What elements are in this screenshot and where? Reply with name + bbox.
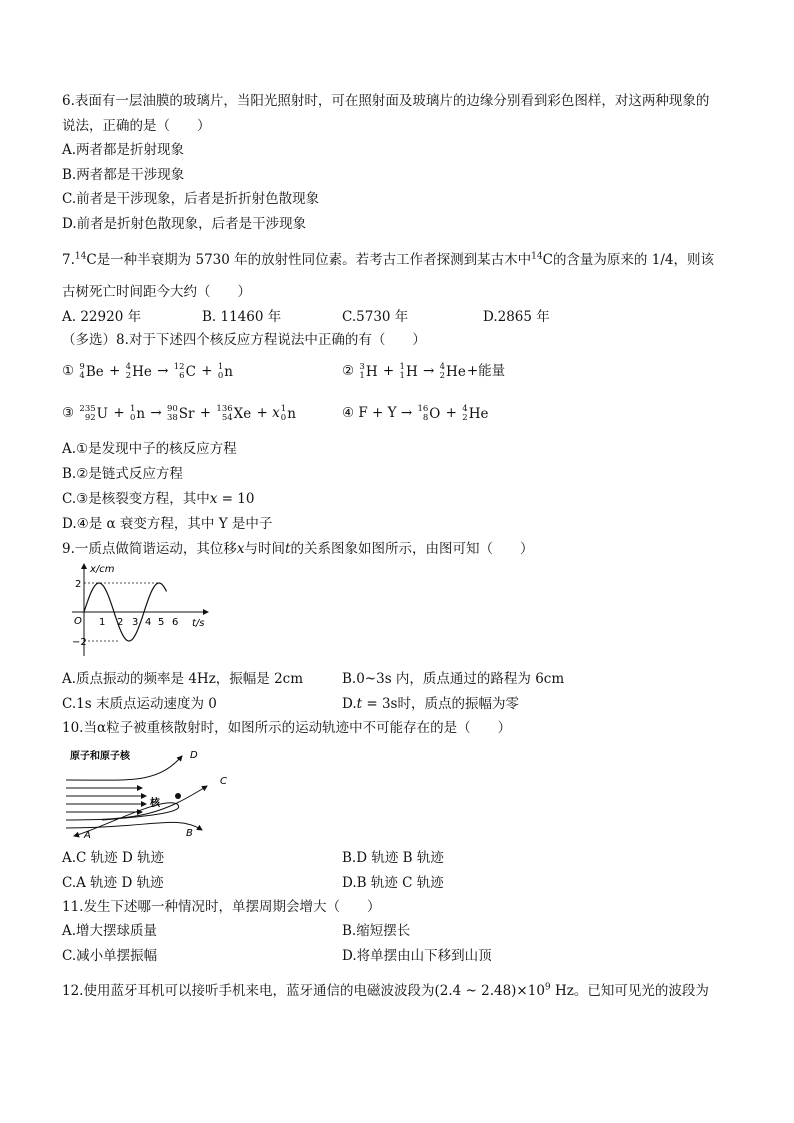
q8-option-c: C.③是核裂变方程，其中x = 10 — [62, 491, 255, 507]
q10-option-a: A.C 轨迹 D 轨迹 — [62, 850, 165, 866]
q7-element-2: C — [542, 252, 553, 268]
q7-stem-line2: 古树死亡时间距今大约（ ） — [62, 284, 251, 300]
q9-displacement-graph — [66, 560, 216, 660]
q8-r4-marker: ④ — [342, 405, 355, 421]
q9-option-a: A.质点振动的频率是 4Hz，振幅是 2cm — [62, 671, 304, 687]
q10-nucleus-dot — [175, 793, 181, 799]
q6-option-b: B.两者都是干涉现象 — [62, 167, 185, 183]
q6-option-c: C.前者是干涉现象，后者是折折射色散现象 — [62, 191, 320, 207]
q11-option-b: B.缩短摆长 — [342, 923, 411, 939]
q8-reaction-1: ① 9 4 Be + 4 2 He → 12 6 C + 1 0 n — [62, 361, 233, 381]
q7-element: C — [86, 252, 97, 268]
q10-label-c: C — [220, 776, 227, 787]
q9-ytick-pos: 2 — [75, 579, 82, 590]
q7-number: 7. — [62, 252, 75, 268]
q9-origin: O — [74, 616, 82, 627]
q9-xtick-6: 6 — [172, 617, 179, 628]
q7-stem-part-b: 的含量为原来的 1/4，则该 — [552, 252, 714, 268]
q12-stem: 12.使用蓝牙耳机可以接听手机来电，蓝牙通信的电磁波波段为(2.4 ~ $2.48)\times 10^9$ Hz。已知可见光的波段为 — [62, 982, 709, 999]
q6-stem-line1: 6.表面有一层油膜的玻璃片，当阳光照射时，可在照射面及玻璃片的边缘分别看到彩色图样，对这两种现象的 — [62, 93, 710, 109]
q6-option-a: A.两者都是折射现象 — [62, 142, 185, 158]
q11-option-c: C.减小单摆振幅 — [62, 948, 158, 964]
q9-xtick-1: 1 — [99, 617, 106, 628]
q12-frequency-range: (2.4 ~ 2.48)×10 — [434, 983, 545, 999]
q8-reaction-2: ② 3 1 H + 1 1 H → 4 2 He +能量 — [342, 361, 506, 381]
q9-xtick-4: 4 — [145, 617, 152, 628]
q9-option-c: C.1s 末质点运动速度为 0 — [62, 696, 217, 712]
q10-scattering-figure — [62, 744, 242, 844]
q11-option-d: D.将单摆由山下移到山顶 — [342, 948, 492, 964]
q9-xlabel: t/s — [192, 618, 205, 629]
q8-reaction-4: ④ F + Y → 16 8 O + 4 2 He — [342, 403, 489, 423]
q8-r1-marker: ① — [62, 363, 75, 379]
q10-label-d: D — [190, 750, 198, 761]
q10-label-a: A — [84, 830, 91, 841]
q7-option-d: D.2865 年 — [483, 309, 550, 325]
q11-stem: 11.发生下述哪一种情况时，单摆周期会增大（ ） — [62, 899, 381, 915]
q9-xtick-3: 3 — [132, 617, 139, 628]
q12-exponent: 9 — [544, 982, 551, 993]
q9-ylabel: x/cm — [90, 564, 115, 575]
q10-label-b: B — [186, 828, 193, 839]
q8-r3-marker: ③ — [62, 405, 75, 421]
q9-option-d: D.t = 3s时，质点的振幅为零 — [342, 696, 519, 712]
q6-option-d: D.前者是折射色散现象，后者是干涉现象 — [62, 216, 307, 232]
q7-mass-number-2: 14 — [531, 251, 543, 262]
q10-option-b: B.D 轨迹 B 轨迹 — [342, 850, 444, 866]
q8-stem: （多选）8.对于下述四个核反应方程说法中正确的有（ ） — [62, 332, 426, 348]
q10-option-c: C.A 轨迹 D 轨迹 — [62, 875, 164, 891]
q10-trajectory-b — [66, 822, 202, 830]
q10-option-d: D.B 轨迹 C 轨迹 — [342, 875, 444, 891]
q8-option-b: B.②是链式反应方程 — [62, 466, 183, 482]
q10-nucleus-label: 核 — [150, 798, 160, 809]
q9-option-b: B.0~3s 内，质点通过的路程为 6cm — [342, 671, 565, 687]
q7-stem-line1 — [62, 251, 714, 269]
q10-figure-title: 原子和原子核 — [70, 751, 130, 762]
q7-option-c: C.5730 年 — [342, 309, 409, 325]
q6-stem-line2: 说法，正确的是（ ） — [62, 118, 211, 134]
q8-option-d: D.④是 α 衰变方程，其中 Y 是中子 — [62, 516, 273, 532]
q8-energy-text: +能量 — [466, 363, 506, 379]
q9-xtick-5: 5 — [158, 617, 165, 628]
q8-option-a: A.①是发现中子的核反应方程 — [62, 441, 237, 457]
q7-mass-number: 14 — [74, 251, 87, 262]
q8-reaction-3: ③ 235 92 U + 1 0 n → 90 38 Sr + 136 54 Xe + x 1 0 n — [62, 403, 296, 423]
q9-xtick-2: 2 — [117, 617, 124, 628]
q11-option-a: A.增大摆球质量 — [62, 923, 158, 939]
q10-stem: 10.当α粒子被重核散射时，如图所示的运动轨迹中不可能存在的是（ ） — [62, 720, 512, 736]
q7-option-b: B. 11460 年 — [202, 309, 282, 325]
q10-trajectory-c — [66, 786, 207, 820]
q7-option-a: A. 22920 年 — [62, 309, 142, 325]
q8-r2-marker: ② — [342, 363, 355, 379]
q7-stem-part-a: 是一种半衰期为 5730 年的放射性同位素。若考古工作者探测到某古木中 — [96, 252, 532, 268]
q9-ytick-neg: −2 — [72, 637, 87, 648]
q9-stem: 9.一质点做简谐运动，其位移x与时间t的关系图象如图所示，由图可知（ ） — [62, 541, 534, 557]
